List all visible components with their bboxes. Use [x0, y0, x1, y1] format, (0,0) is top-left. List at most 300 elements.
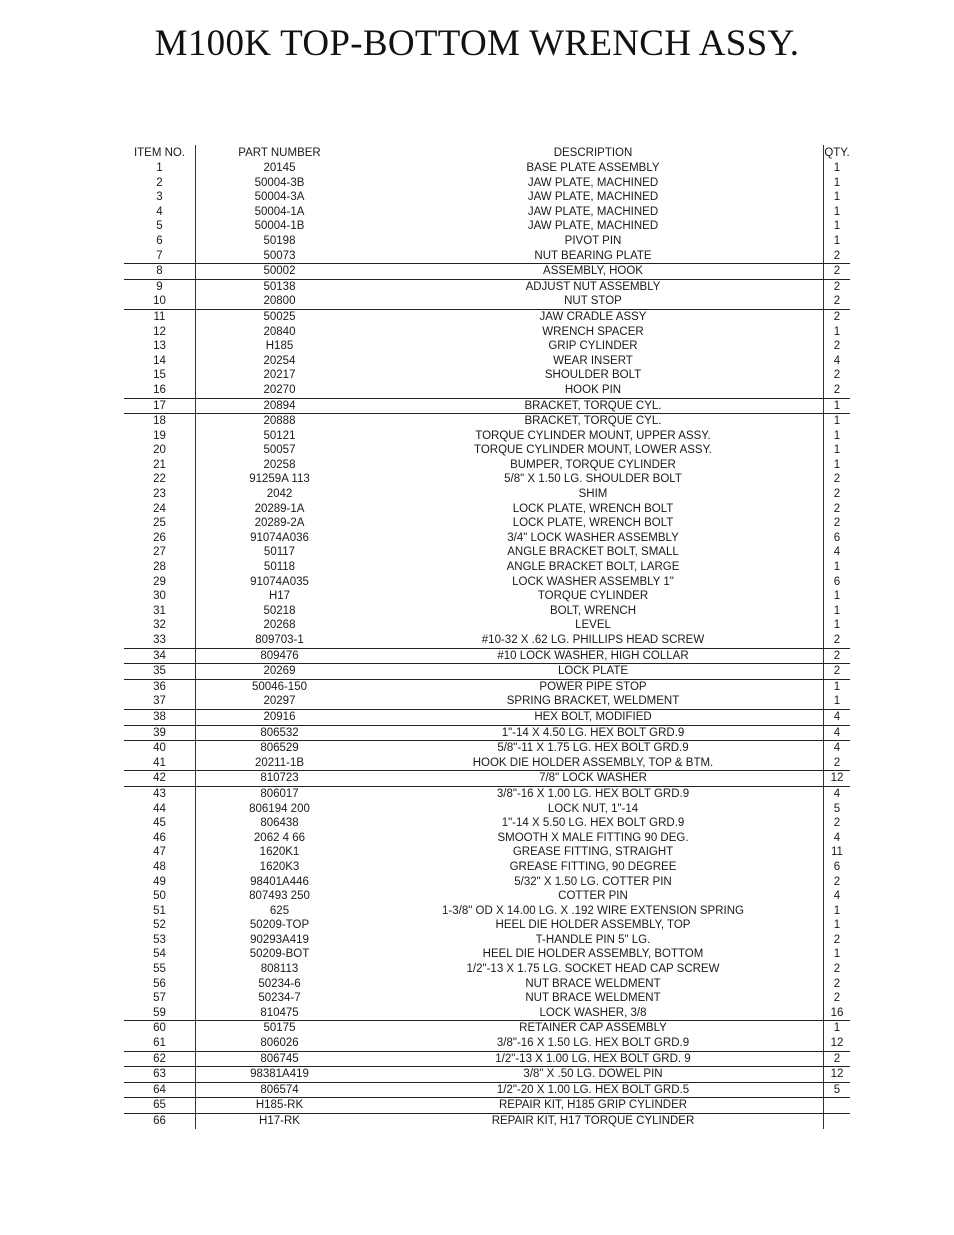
table-row — [124, 205, 850, 220]
part-number-cell: 50218 — [263, 604, 296, 617]
item-number-cell: 44 — [124, 802, 196, 817]
item-number-cell: 52 — [124, 918, 196, 933]
item-number-cell: 64 — [124, 1082, 196, 1098]
part-number-cell: 50209-TOP — [249, 919, 310, 932]
qty-cell: 4 — [824, 354, 851, 369]
item-number-cell: 11 — [124, 309, 196, 324]
table-row — [124, 1006, 850, 1021]
part-number-cell: H17-RK — [259, 1115, 300, 1127]
part-number-cell: 50117 — [263, 546, 296, 559]
part-number-cell: 810723 — [196, 771, 364, 787]
table-row — [124, 443, 850, 458]
qty-cell: 1 — [824, 604, 851, 619]
description-cell: ANGLE BRACKET BOLT, SMALL — [507, 546, 679, 559]
part-number-cell: 806574 — [196, 1082, 364, 1098]
part-number-cell: 810475 — [196, 1006, 364, 1021]
table-row — [124, 860, 850, 875]
description-cell: NUT BRACE WELDMENT — [525, 992, 661, 1005]
item-number-cell: 20 — [124, 443, 196, 458]
qty-cell: 12 — [824, 1036, 851, 1051]
table-row — [124, 219, 850, 234]
qty-cell: 2 — [824, 756, 851, 771]
table-row — [124, 918, 850, 933]
table-row — [124, 664, 850, 680]
qty-cell: 1 — [824, 458, 851, 473]
part-number-cell: 20894 — [196, 398, 364, 414]
qty-cell: 2 — [824, 664, 851, 680]
item-number-cell: 12 — [124, 325, 196, 340]
item-number-cell: 55 — [124, 962, 196, 977]
part-number-cell: 20840 — [263, 325, 296, 338]
item-number-cell: 34 — [124, 648, 196, 664]
table-row — [124, 875, 850, 890]
item-number-cell: 14 — [124, 354, 196, 369]
item-number-cell: 38 — [124, 709, 196, 725]
item-number-cell: 53 — [124, 933, 196, 948]
table-row — [124, 176, 850, 191]
qty-cell: 12 — [824, 1067, 851, 1083]
table-row — [124, 786, 850, 801]
qty-cell: 2 — [824, 472, 851, 487]
table-row — [124, 472, 850, 487]
item-number-cell: 51 — [124, 904, 196, 919]
description-cell: 3/8"-16 X 1.50 LG. HEX BOLT GRD.9 — [363, 1036, 824, 1051]
item-number-cell: 47 — [124, 845, 196, 860]
table-row — [124, 234, 850, 249]
table-row — [124, 354, 850, 369]
part-number-cell: 20258 — [263, 458, 296, 471]
qty-cell: 1 — [824, 161, 851, 176]
item-number-cell: 66 — [124, 1114, 196, 1129]
description-cell: TORQUE CYLINDER MOUNT, LOWER ASSY. — [474, 444, 712, 457]
table-row — [124, 709, 850, 725]
item-number-cell: 18 — [124, 414, 196, 429]
qty-cell: 4 — [824, 545, 851, 560]
item-number-cell: 56 — [124, 977, 196, 992]
description-cell: GREASE FITTING, STRAIGHT — [512, 846, 674, 859]
qty-cell: 2 — [824, 648, 851, 664]
description-cell: SHIM — [578, 488, 608, 501]
item-number-cell: 48 — [124, 860, 196, 875]
item-number-cell: 32 — [124, 618, 196, 633]
item-number-cell: 5 — [124, 219, 196, 234]
qty-cell: 1 — [824, 904, 851, 919]
part-number-cell: 1620K1 — [259, 846, 300, 859]
description-cell: LOCK NUT, 1"-14 — [547, 802, 639, 815]
qty-cell: 2 — [824, 487, 851, 502]
qty-cell: 2 — [824, 502, 851, 517]
part-number-cell: 20888 — [263, 415, 296, 428]
description-cell: 1-3/8" OD X 14.00 LG. X .192 WIRE EXTENSION SPRING — [442, 904, 744, 917]
description-cell: BASE PLATE ASSEMBLY — [526, 162, 660, 174]
description-cell: BUMPER, TORQUE CYLINDER — [510, 458, 676, 471]
description-cell: 3/8"-16 X 1.00 LG. HEX BOLT GRD.9 — [496, 787, 690, 800]
part-number-cell: 806017 — [260, 787, 299, 800]
part-number-cell: 806438 — [260, 817, 299, 830]
table-header-row — [124, 145, 850, 161]
description-cell: NUT STOP — [363, 294, 824, 309]
part-number-cell: 50234-7 — [258, 992, 301, 1005]
table-row — [124, 325, 850, 340]
table-row — [124, 502, 850, 517]
part-number-cell: 50209-BOT — [249, 948, 310, 961]
table-row — [124, 1067, 850, 1083]
table-row — [124, 725, 850, 741]
qty-cell: 6 — [824, 531, 851, 546]
description-cell: T-HANDLE PIN 5" LG. — [535, 933, 651, 946]
part-number-cell: 50046-150 — [252, 680, 307, 693]
table-row — [124, 991, 850, 1006]
part-number-cell: H185 — [265, 340, 294, 353]
table-row — [124, 398, 850, 414]
part-number-cell: 50175 — [263, 1022, 296, 1035]
item-number-cell: 6 — [124, 234, 196, 249]
qty-cell: 4 — [824, 831, 851, 846]
item-number-cell: 9 — [124, 279, 196, 294]
description-cell: REPAIR KIT, H185 GRIP CYLINDER — [363, 1098, 824, 1114]
description-cell: LOCK PLATE — [363, 664, 824, 680]
qty-cell: 1 — [824, 429, 851, 444]
description-cell: ASSEMBLY, HOOK — [363, 264, 824, 280]
parts-table-body — [124, 161, 850, 1129]
part-number-cell: 806026 — [196, 1036, 364, 1051]
item-number-cell: 29 — [124, 575, 196, 590]
item-number-cell: 35 — [124, 664, 196, 680]
item-number-cell: 57 — [124, 991, 196, 1006]
table-row — [124, 694, 850, 709]
description-cell: HEX BOLT, MODIFIED — [363, 709, 824, 725]
table-row — [124, 947, 850, 962]
item-number-cell: 15 — [124, 368, 196, 383]
table-row — [124, 339, 850, 354]
item-number-cell: 21 — [124, 458, 196, 473]
description-cell: GREASE FITTING, 90 DEGREE — [509, 860, 677, 873]
description-cell: TORQUE CYLINDER MOUNT, UPPER ASSY. — [475, 429, 711, 442]
item-number-cell: 31 — [124, 604, 196, 619]
table-row — [124, 161, 850, 176]
part-number-cell: 20254 — [263, 354, 296, 367]
description-cell: ADJUST NUT ASSEMBLY — [525, 280, 661, 293]
table-row — [124, 575, 850, 590]
item-number-cell: 8 — [124, 264, 196, 280]
table-row — [124, 368, 850, 383]
item-number-cell: 27 — [124, 545, 196, 560]
part-number-cell: 806529 — [260, 742, 299, 755]
description-cell: JAW CRADLE ASSY — [539, 310, 647, 323]
item-number-cell: 30 — [124, 589, 196, 604]
part-number-cell: 90293A419 — [250, 933, 309, 946]
item-number-cell: 39 — [124, 725, 196, 741]
table-row — [124, 531, 850, 546]
header-item-no: ITEM NO. — [124, 145, 196, 161]
part-number-cell: 2042 — [266, 488, 293, 501]
part-number-cell: 50234-6 — [258, 977, 301, 990]
table-row — [124, 889, 850, 904]
item-number-cell: 33 — [124, 633, 196, 648]
qty-cell: 1 — [824, 219, 851, 234]
description-cell: 5/8" X 1.50 LG. SHOULDER BOLT — [504, 473, 682, 486]
table-row — [124, 429, 850, 444]
description-cell: JAW PLATE, MACHINED — [527, 205, 659, 218]
part-number-cell: H185-RK — [196, 1098, 364, 1114]
part-number-cell: 808113 — [260, 963, 299, 976]
table-row — [124, 1051, 850, 1067]
qty-cell: 2 — [824, 816, 851, 831]
qty-cell: 5 — [824, 1082, 851, 1098]
qty-cell: 1 — [824, 947, 851, 962]
table-row — [124, 487, 850, 502]
part-number-cell: 809476 — [196, 648, 364, 664]
part-number-cell: 20289-2A — [254, 517, 305, 530]
table-row — [124, 190, 850, 205]
item-number-cell: 54 — [124, 947, 196, 962]
part-number-cell: 20270 — [196, 383, 364, 398]
item-number-cell: 22 — [124, 472, 196, 487]
qty-cell: 5 — [824, 802, 851, 817]
qty-cell: 1 — [824, 398, 851, 414]
qty-cell: 1 — [824, 234, 851, 249]
qty-cell: 1 — [824, 325, 851, 340]
table-row — [124, 279, 850, 294]
page-title: M100K TOP-BOTTOM WRENCH ASSY. — [154, 23, 800, 64]
table-row — [124, 516, 850, 531]
description-cell: TORQUE CYLINDER — [537, 590, 649, 603]
qty-cell: 2 — [824, 1051, 851, 1067]
table-row — [124, 633, 850, 648]
item-number-cell: 3 — [124, 190, 196, 205]
part-number-cell: 91074A035 — [250, 575, 309, 588]
description-cell: 5/8"-11 X 1.75 LG. HEX BOLT GRD.9 — [497, 742, 689, 755]
description-cell: LOCK PLATE, WRENCH BOLT — [512, 502, 674, 515]
description-cell: SHOULDER BOLT — [544, 369, 642, 382]
item-number-cell: 10 — [124, 294, 196, 309]
qty-cell: 2 — [824, 249, 851, 264]
part-number-cell: 91074A036 — [250, 531, 309, 544]
qty-cell: 1 — [824, 694, 851, 709]
table-row — [124, 679, 850, 694]
item-number-cell: 7 — [124, 249, 196, 264]
part-number-cell: 20217 — [263, 369, 296, 382]
part-number-cell: 806745 — [196, 1051, 364, 1067]
item-number-cell: 25 — [124, 516, 196, 531]
description-cell: JAW PLATE, MACHINED — [527, 176, 659, 189]
part-number-cell: 807493 250 — [249, 890, 310, 903]
description-cell: BRACKET, TORQUE CYL. — [524, 415, 662, 428]
table-row — [124, 904, 850, 919]
table-row — [124, 802, 850, 817]
header-qty: QTY. — [824, 147, 850, 159]
qty-cell: 2 — [824, 991, 851, 1006]
item-number-cell: 61 — [124, 1036, 196, 1051]
part-number-cell: 50004-3A — [254, 191, 305, 204]
part-number-cell: 625 — [269, 904, 290, 917]
description-cell: 1"-14 X 5.50 LG. HEX BOLT GRD.9 — [501, 817, 685, 830]
item-number-cell: 41 — [124, 756, 196, 771]
description-cell: HEEL DIE HOLDER ASSEMBLY, TOP — [495, 919, 691, 932]
header-description: DESCRIPTION — [553, 147, 633, 159]
qty-cell: 1 — [824, 190, 851, 205]
item-number-cell: 60 — [124, 1021, 196, 1036]
description-cell: JAW PLATE, MACHINED — [527, 191, 659, 204]
description-cell: SMOOTH X MALE FITTING 90 DEG. — [497, 831, 689, 844]
part-number-cell: 806194 200 — [249, 802, 310, 815]
item-number-cell: 1 — [124, 161, 196, 176]
qty-cell — [824, 1114, 851, 1129]
description-cell: 1"-14 X 4.50 LG. HEX BOLT GRD.9 — [363, 725, 824, 741]
qty-cell: 2 — [824, 279, 851, 294]
description-cell: BOLT, WRENCH — [549, 604, 637, 617]
table-row — [124, 933, 850, 948]
description-cell: 7/8" LOCK WASHER — [363, 771, 824, 787]
part-number-cell: H17 — [268, 590, 291, 603]
table-row — [124, 414, 850, 429]
description-cell: NUT BRACE WELDMENT — [525, 977, 661, 990]
description-cell: SPRING BRACKET, WELDMENT — [363, 694, 824, 709]
description-cell: BRACKET, TORQUE CYL. — [363, 398, 824, 414]
qty-cell: 2 — [824, 383, 851, 398]
table-row — [124, 560, 850, 575]
description-cell: 1/2"-13 X 1.00 LG. HEX BOLT GRD. 9 — [363, 1051, 824, 1067]
table-row — [124, 589, 850, 604]
qty-cell: 2 — [824, 875, 851, 890]
qty-cell: 1 — [824, 618, 851, 633]
qty-cell: 2 — [824, 962, 851, 977]
item-number-cell: 46 — [124, 831, 196, 846]
item-number-cell: 36 — [124, 679, 196, 694]
part-number-cell: 91259A 113 — [249, 473, 310, 486]
table-row — [124, 264, 850, 280]
part-number-cell: 50057 — [263, 444, 296, 457]
description-cell: WEAR INSERT — [553, 354, 633, 367]
part-number-cell: 50004-1A — [254, 205, 305, 218]
description-cell: NUT BEARING PLATE — [363, 249, 824, 264]
part-number-cell: 20145 — [263, 162, 296, 174]
item-number-cell: 49 — [124, 875, 196, 890]
description-cell: 1/2"-13 X 1.75 LG. SOCKET HEAD CAP SCREW — [466, 963, 720, 976]
qty-cell: 1 — [824, 560, 851, 575]
qty-cell: 1 — [824, 176, 851, 191]
item-number-cell: 43 — [124, 786, 196, 801]
table-row — [124, 962, 850, 977]
part-number-cell: 20800 — [196, 294, 364, 309]
part-number-cell: 20268 — [263, 619, 296, 632]
item-number-cell: 19 — [124, 429, 196, 444]
qty-cell: 1 — [824, 205, 851, 220]
qty-cell: 4 — [824, 741, 851, 756]
description-cell: ANGLE BRACKET BOLT, LARGE — [506, 561, 680, 574]
description-cell: JAW PLATE, MACHINED — [527, 220, 659, 233]
description-cell: 3/8" X .50 LG. DOWEL PIN — [363, 1067, 824, 1083]
table-row — [124, 1114, 850, 1129]
description-cell: POWER PIPE STOP — [539, 680, 647, 693]
table-row — [124, 1036, 850, 1051]
item-number-cell: 28 — [124, 560, 196, 575]
qty-cell: 4 — [824, 709, 851, 725]
part-number-cell: 50025 — [263, 310, 296, 323]
table-row — [124, 648, 850, 664]
table-row — [124, 816, 850, 831]
table-row — [124, 831, 850, 846]
item-number-cell: 62 — [124, 1051, 196, 1067]
parts-list — [124, 145, 848, 1129]
part-number-cell: 20269 — [196, 664, 364, 680]
table-row — [124, 845, 850, 860]
qty-cell: 11 — [824, 845, 851, 860]
item-number-cell: 65 — [124, 1098, 196, 1114]
description-cell: LEVEL — [575, 619, 611, 632]
item-number-cell: 16 — [124, 383, 196, 398]
qty-cell: 2 — [824, 516, 851, 531]
description-cell: WRENCH SPACER — [542, 325, 644, 338]
header-part-number: PART NUMBER — [238, 147, 321, 159]
parts-table — [124, 145, 850, 1129]
table-row — [124, 249, 850, 264]
part-number-cell: 50073 — [196, 249, 364, 264]
part-number-cell: 50004-3B — [254, 176, 305, 189]
qty-cell: 1 — [824, 679, 851, 694]
part-number-cell: 20211-1B — [196, 756, 364, 771]
item-number-cell: 59 — [124, 1006, 196, 1021]
part-number-cell: 98381A419 — [196, 1067, 364, 1083]
qty-cell: 2 — [824, 264, 851, 280]
item-number-cell: 42 — [124, 771, 196, 787]
part-number-cell: 809703-1 — [196, 633, 364, 648]
item-number-cell: 23 — [124, 487, 196, 502]
qty-cell: 2 — [824, 294, 851, 309]
part-number-cell: 50002 — [196, 264, 364, 280]
description-cell: 1/2"-20 X 1.00 LG. HEX BOLT GRD.5 — [363, 1082, 824, 1098]
item-number-cell: 4 — [124, 205, 196, 220]
item-number-cell: 13 — [124, 339, 196, 354]
item-number-cell: 2 — [124, 176, 196, 191]
item-number-cell: 37 — [124, 694, 196, 709]
description-cell: COTTER PIN — [558, 890, 628, 903]
qty-cell: 2 — [824, 933, 851, 948]
table-row — [124, 545, 850, 560]
description-cell: HOOK PIN — [363, 383, 824, 398]
part-number-cell: 20297 — [196, 694, 364, 709]
part-number-cell: 50118 — [263, 561, 296, 574]
part-number-cell: 806532 — [196, 725, 364, 741]
item-number-cell: 63 — [124, 1067, 196, 1083]
table-row — [124, 741, 850, 756]
part-number-cell: 20289-1A — [254, 502, 305, 515]
table-row — [124, 604, 850, 619]
part-number-cell: 20916 — [196, 709, 364, 725]
qty-cell: 1 — [824, 589, 851, 604]
table-row — [124, 294, 850, 309]
part-number-cell: 50121 — [263, 429, 296, 442]
qty-cell: 2 — [824, 633, 851, 648]
part-number-cell: 1620K3 — [259, 860, 300, 873]
table-row — [124, 1098, 850, 1114]
qty-cell: 1 — [824, 414, 851, 429]
table-row — [124, 1021, 850, 1036]
description-cell: HOOK DIE HOLDER ASSEMBLY, TOP & BTM. — [363, 756, 824, 771]
qty-cell: 2 — [824, 368, 851, 383]
item-number-cell: 26 — [124, 531, 196, 546]
item-number-cell: 45 — [124, 816, 196, 831]
part-number-cell: 98401A446 — [250, 875, 309, 888]
description-cell: #10 LOCK WASHER, HIGH COLLAR — [363, 648, 824, 664]
description-cell: RETAINER CAP ASSEMBLY — [519, 1022, 667, 1035]
description-cell: GRIP CYLINDER — [548, 340, 638, 353]
item-number-cell: 40 — [124, 741, 196, 756]
part-number-cell: 50004-1B — [254, 220, 305, 233]
qty-cell: 2 — [824, 339, 851, 354]
qty-cell: 4 — [824, 786, 851, 801]
qty-cell: 6 — [824, 860, 851, 875]
